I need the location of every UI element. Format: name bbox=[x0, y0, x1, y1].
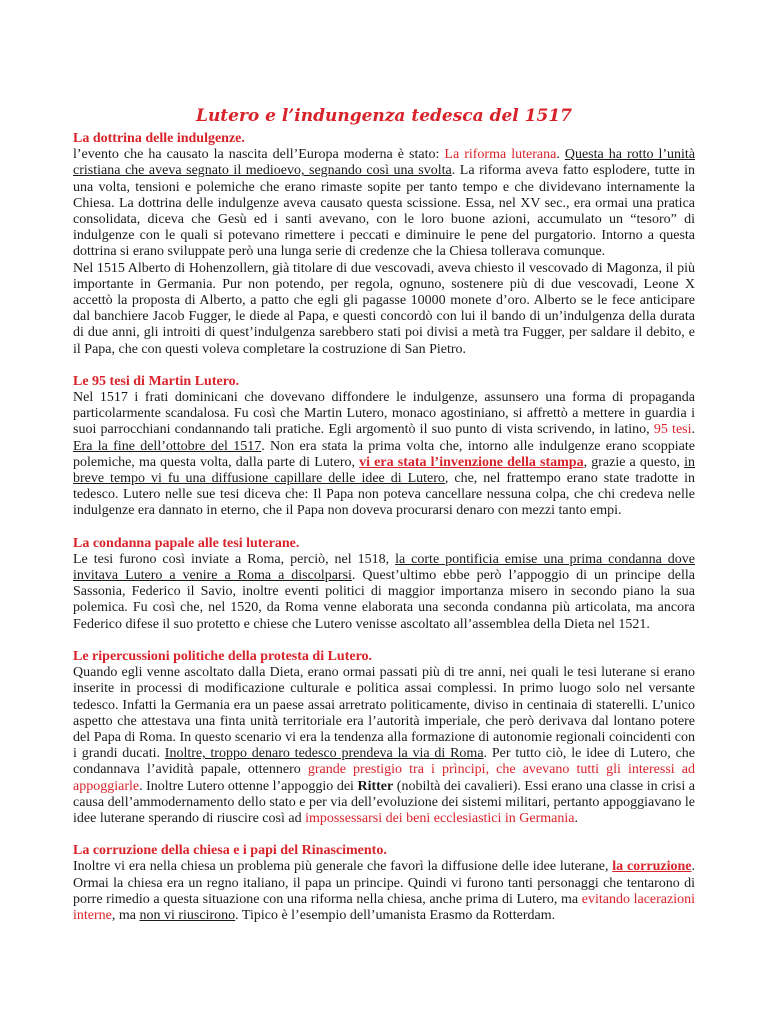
text-run: Le tesi furono così inviate a Roma, perciò, nel 1518, bbox=[73, 551, 396, 567]
text-run: . Non era stata la prima volta che, intorno alle indulgenze erano scoppiate polemiche, ma questa volta, dalla parte di Lutero, bbox=[73, 438, 695, 470]
highlighted-text: La riforma luterana bbox=[444, 147, 557, 163]
text-run: , che, nel frattempo erano state tradotte in tedesco. Lutero nelle sue tesi diceva che: Il Papa non poteva cancellare nessuna colpa, che chi credeva nelle indulgenze era dannato in eterno, che il Papa non doveva procurarsi denaro con mezzi tanto empi. bbox=[73, 471, 695, 519]
text-run: . Inoltre Lutero ottenne l’appoggio dei bbox=[139, 778, 358, 794]
highlighted-text: Inoltre, troppo denaro tedesco prendeva la via di Roma bbox=[164, 746, 484, 762]
paragraph bbox=[73, 665, 695, 827]
highlighted-text: 95 tesi bbox=[653, 422, 692, 438]
text-run: , ma bbox=[111, 907, 140, 923]
text-run: . bbox=[574, 810, 578, 826]
highlighted-text: non vi riuscirono bbox=[139, 907, 236, 923]
paragraph bbox=[73, 147, 695, 260]
text-run: . Tipico è l’esempio dell’umanista Erasmo da Rotterdam. bbox=[235, 907, 556, 923]
paragraph bbox=[73, 261, 695, 358]
text-run: . bbox=[691, 422, 695, 438]
section-heading: La corruzione della chiesa e i papi del Rinascimento. bbox=[73, 843, 387, 859]
section bbox=[73, 374, 695, 520]
highlighted-text: Era la fine dell’ottobre del 1517 bbox=[73, 438, 262, 454]
section bbox=[73, 843, 695, 924]
text-run: l’evento che ha causato la nascita dell’Europa moderna è stato: bbox=[73, 147, 445, 163]
section bbox=[73, 536, 695, 633]
highlighted-text: in breve tempo vi fu una diffusione capillare delle idee di Lutero bbox=[73, 454, 695, 487]
highlighted-text: impossessarsi dei beni ecclesiastici in Germania bbox=[305, 810, 575, 826]
text-run: Quando egli venne ascoltato dalla Dieta, erano ormai passati più di tre anni, nei quali le tesi luterane si erano inserite in processi di modificazione culturale e politica assai complessi. In primo luogo solo nel versante tedesco. Infatti la Germania era un paese assai arretrato politicamente, diviso in centinaia di staterelli. L’unico aspetto che attestava una finta unità territoriale era l’autorità imperiale, che però derivava dal lontano potere del Papa di Roma. In questo scenario vi era la tendenza alla formazione di autonomie regionali coincidenti con i grandi ducati. bbox=[73, 665, 695, 762]
highlighted-text: la corte pontificia emise una prima condanna dove invitava Lutero a venire a Roma a discolparsi bbox=[73, 551, 695, 584]
text-run: , grazie a questo, bbox=[583, 454, 685, 470]
document-title: Lutero e l’indungenza tedesca del 1517 bbox=[195, 106, 572, 126]
text-run: Nel 1515 Alberto di Hohenzollern, già titolare di due vescovadi, aveva chiesto il vescovado di Magonza, il più importante in Germania. Pur non potendo, per regola, ognuno, sostenere più di due vescovadi, Leone X accettò la proposta di Alberto, a patto che egli gli pagasse 10000 monete d’oro. Alberto se le fece anticipare dal banchiere Jacob Fugger, le diede al Papa, e questi concordò con lui il bando di un’indulgenza della durata di due anni, gli introiti di quest’indulgenza sarebbero stati poi divisi a metà tra Fugger, per saldare il debito, e il Papa, che con questi voleva completare la costruzione di San Pietro. bbox=[73, 260, 695, 357]
highlighted-text: vi era stata l’invenzione della stampa bbox=[359, 454, 584, 470]
text-run: . La riforma aveva fatto esplodere, tutte in una volta, tensioni e polemiche che erano rimaste sopite per tanto tempo e che dividevano internamente la Chiesa. La dottrina delle indulgenze aveva causato questa scissione. Essa, nel XV sec., era ormai una pratica consolidata, diceva che Gesù ed i santi avevano, con le loro buone azioni, accumulato un “tesoro” di indulgenze con le quali si potevano rimettere i peccati e diminuire le pene del purgatorio. Intorno a questa dottrina si erano sviluppate però una lunga serie di credenze che la Chiesa tollerava comunque. bbox=[73, 163, 695, 260]
section-heading: Le ripercussioni politiche della protesta di Lutero. bbox=[73, 648, 373, 664]
paragraph bbox=[73, 390, 695, 520]
highlighted-text: evitando lacerazioni interne bbox=[73, 891, 695, 923]
text-run: . Quest’ultimo ebbe però l’appoggio di un principe della Sassonia, Federico il Savio, inoltre eventi politici di maggior importanza misero in secondo piano la sua polemica. Fu così che, nel 1520, da Roma venne elaborata una seconda condanna più articolata, ma ancora Federico difese il suo protetto e chiese che Lutero venisse ascoltato all’assemblea della Dieta nel 1521. bbox=[73, 568, 695, 632]
text-run: Inoltre vi era nella chiesa un problema più generale che favorì la diffusione delle idee luterane, bbox=[73, 859, 613, 875]
section bbox=[73, 649, 695, 827]
paragraph bbox=[73, 859, 695, 924]
highlighted-text: Questa ha rotto l’unità cristiana che aveva segnato il medioevo, segnando così una svolta bbox=[73, 147, 696, 179]
section-heading: La dottrina delle indulgenze. bbox=[73, 131, 245, 146]
document-body bbox=[73, 131, 695, 940]
text-run: . Per tutto ciò, le idee di Lutero, che condannava l’avidità papale, ottennero bbox=[73, 746, 695, 778]
highlighted-text: la corruzione bbox=[612, 859, 692, 875]
text-run: . Ormai la chiesa era un regno italiano, il papa un principe. Quindi vi furono tanti personaggi che tentarono di porre rimedio a questa situazione con una riforma nella chiesa, anche prima di Lutero, ma bbox=[73, 859, 696, 907]
section-heading: Le 95 tesi di Martin Lutero. bbox=[73, 373, 240, 389]
highlighted-text: Ritter bbox=[357, 778, 394, 794]
text-run: . bbox=[556, 147, 565, 163]
text-run: Nel 1517 i frati dominicani che dovevano diffondere le indulgenze, assunsero una forma di propaganda particolarmente scandalosa. Fu così che Martin Lutero, monaco agostiniano, si affrettò a mettere in guardia i suoi parrocchiani condannando tali pratiche. Egli argomentò il suo punto di vista scrivendo, in latino, bbox=[73, 390, 695, 438]
highlighted-text: grande prestigio tra i prìncipi, che avevano tutti gli interessi ad appoggiarle bbox=[73, 762, 695, 794]
section-heading: La condanna papale alle tesi luterane. bbox=[73, 535, 300, 551]
paragraph bbox=[73, 552, 695, 633]
section bbox=[73, 131, 695, 358]
text-run: (nobiltà dei cavalieri). Essi erano una classe in crisi a causa dell’ammodernamento dello stato e per via dell’evoluzione dei sistemi militari, pertanto appoggiavano le idee luterane sperando di riuscire così ad bbox=[73, 778, 696, 826]
